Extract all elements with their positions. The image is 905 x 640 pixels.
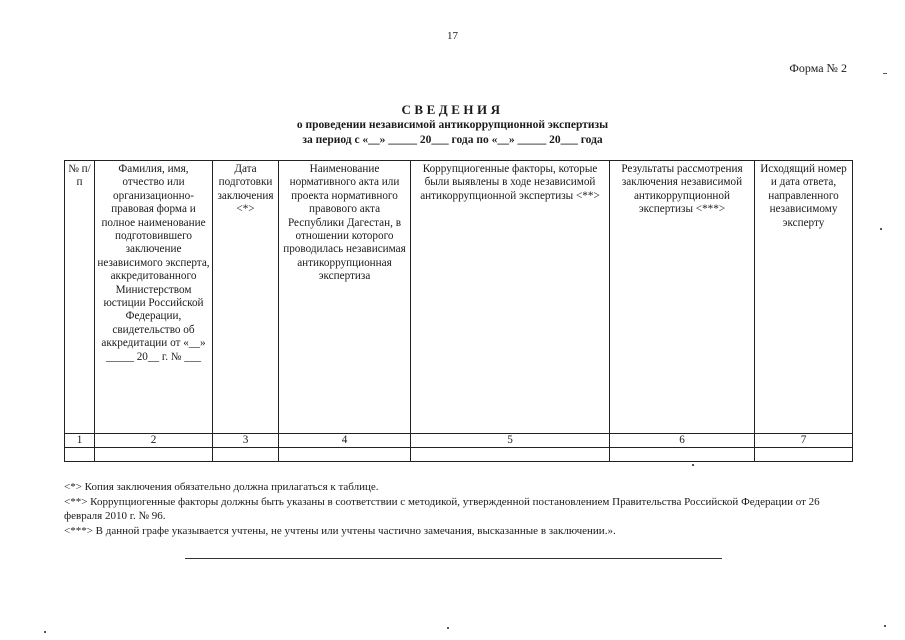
document-subtitle-line-2: за период с «__» _____ 20___ года по «__» _____ 20___ года xyxy=(302,134,603,146)
scan-artifact xyxy=(880,228,882,230)
table-header-row xyxy=(65,161,853,434)
footnote-3: <***> В данной графе указывается учтены, не учтены или учтены частично замечания, высказанные в заключении.». xyxy=(64,524,616,537)
empty-cell xyxy=(411,448,610,462)
empty-cell xyxy=(279,448,411,462)
empty-cell xyxy=(65,448,95,462)
header-cell-corruption-factors: Коррупциогенные факторы, которые были выявлены в ходе независимой антикоррупционной экспертизы <**> xyxy=(411,161,610,434)
footnotes xyxy=(64,480,854,538)
column-number-cell: 6 xyxy=(610,434,755,448)
column-number-cell: 5 xyxy=(411,434,610,448)
empty-cell xyxy=(755,448,853,462)
form-label: Форма № 2 xyxy=(789,61,847,75)
scan-artifact xyxy=(44,631,46,633)
table-empty-row xyxy=(65,448,853,462)
empty-cell xyxy=(610,448,755,462)
table-numbering-row xyxy=(65,434,853,448)
scan-artifact xyxy=(883,73,887,74)
empty-cell xyxy=(213,448,279,462)
report-table xyxy=(64,160,853,462)
column-number-cell: 7 xyxy=(755,434,853,448)
column-number-cell: 3 xyxy=(213,434,279,448)
header-cell-review-results: Результаты рассмотрения заключения независимой антикоррупционной экспертизы <***> xyxy=(610,161,755,434)
closing-divider xyxy=(185,558,722,559)
footnote-2: <**> Коррупциогенные факторы должны быть указаны в соответствии с методикой, утвержденной постановлением Правительства Российской Федерации от 26 февраля 2010 г. № 96. xyxy=(64,495,820,522)
column-number-cell: 2 xyxy=(95,434,213,448)
column-number-cell: 4 xyxy=(279,434,411,448)
header-cell-number: № п/п xyxy=(65,161,95,434)
page-number: 17 xyxy=(447,30,458,42)
scan-artifact xyxy=(884,625,886,627)
scan-artifact xyxy=(692,464,694,466)
header-cell-date: Дата подготовки заключения <*> xyxy=(213,161,279,434)
header-cell-response: Исходящий номер и дата ответа, направленного независимому эксперту xyxy=(755,161,853,434)
header-cell-act-name: Наименование нормативного акта или проекта нормативного правового акта Республики Дагестан, в отношении которого проводилась независимая антикоррупционная экспертиза xyxy=(279,161,411,434)
empty-cell xyxy=(95,448,213,462)
header-cell-expert: Фамилия, имя, отчество или организационно-правовая форма и полное наименование подготовившего заключение независимого эксперта, аккредитованного Министерством юстиции Российской Федерации, свидетельство об аккредитации от «__» _____ 20__ г. № ___ xyxy=(95,161,213,434)
document-title: СВЕДЕНИЯ xyxy=(401,102,504,117)
footnote-1: <*> Копия заключения обязательно должна прилагаться к таблице. xyxy=(64,481,379,493)
document-subtitle-line-1: о проведении независимой антикоррупционной экспертизы xyxy=(296,119,609,131)
scan-artifact xyxy=(447,627,449,629)
column-number-cell: 1 xyxy=(65,434,95,448)
